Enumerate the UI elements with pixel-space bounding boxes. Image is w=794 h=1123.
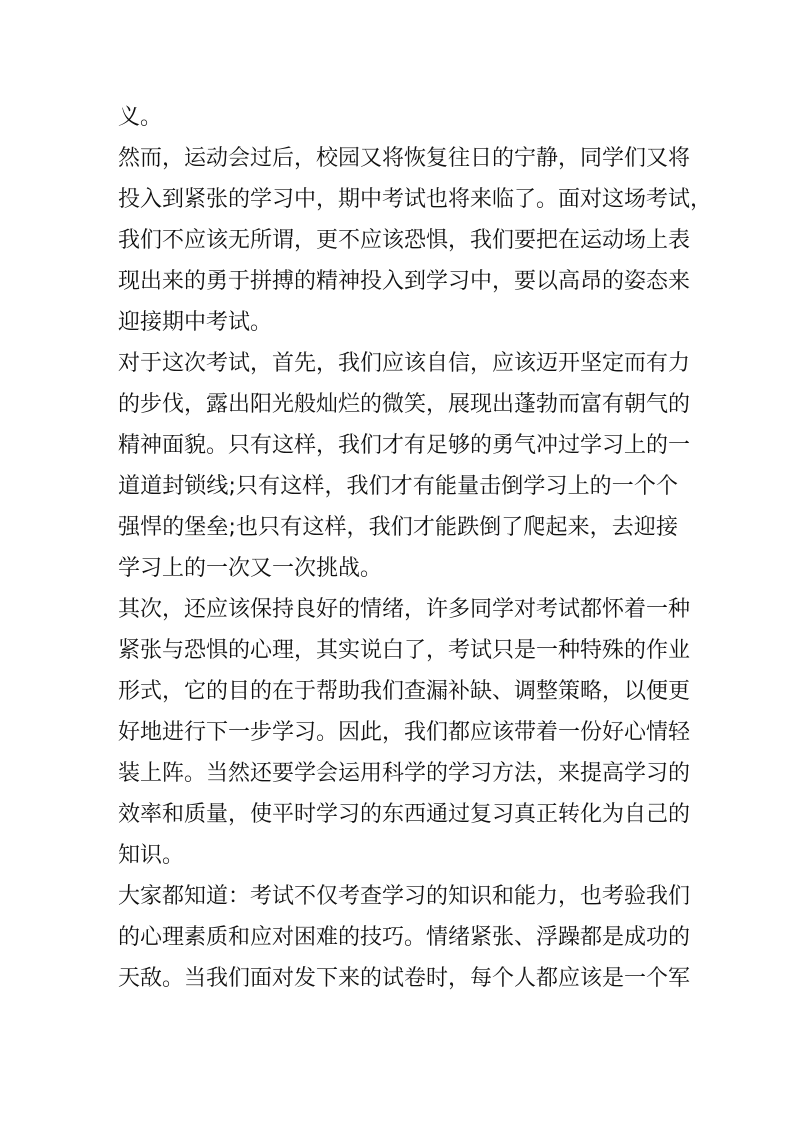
text-line: 道道封锁线;只有这样，我们才有能量击倒学习上的一个个 [118,474,678,499]
text-line: 对于这次考试，首先，我们应该自信，应该迈开坚定而有力 [118,351,691,376]
text-line: 精神面貌。只有这样，我们才有足够的勇气冲过学习上的一 [118,433,691,458]
text-line: 学习上的一次又一次挑战。 [118,556,383,581]
text-line: 好地进行下一步学习。因此，我们都应该带着一份好心情轻 [118,720,691,745]
text-line: 义。 [118,105,163,130]
text-line: 天敌。当我们面对发下来的试卷时，每个人都应该是一个军 [118,966,691,991]
text-line: 然而，运动会过后，校园又将恢复往日的宁静，同学们又将 [118,146,691,171]
text-line: 迎接期中考试。 [118,310,273,335]
text-line: 大家都知道：考试不仅考查学习的知识和能力，也考验我们 [118,884,691,909]
text-line: 的心理素质和应对困难的技巧。情绪紧张、浮躁都是成功的 [118,925,691,950]
text-line: 知识。 [118,843,185,868]
text-line: 强悍的堡垒;也只有这样，我们才能跌倒了爬起来，去迎接 [118,515,678,540]
text-line: 其次，还应该保持良好的情绪，许多同学对考试都怀着一种 [118,597,691,622]
text-line: 效率和质量，使平时学习的东西通过复习真正转化为自己的 [118,802,691,827]
text-line: 紧张与恐惧的心理，其实说白了，考试只是一种特殊的作业 [118,638,691,663]
text-line: 的步伐，露出阳光般灿烂的微笑，展现出蓬勃而富有朝气的 [118,392,691,417]
text-line: 现出来的勇于拼搏的精神投入到学习中，要以高昂的姿态来 [118,269,691,294]
text-line: 装上阵。当然还要学会运用科学的学习方法，来提高学习的 [118,761,691,786]
text-line: 我们不应该无所谓，更不应该恐惧，我们要把在运动场上表 [118,228,691,253]
text-line: 形式，它的目的在于帮助我们查漏补缺、调整策略，以便更 [118,679,691,704]
text-line: 投入到紧张的学习中，期中考试也将来临了。面对这场考试， [118,187,713,212]
